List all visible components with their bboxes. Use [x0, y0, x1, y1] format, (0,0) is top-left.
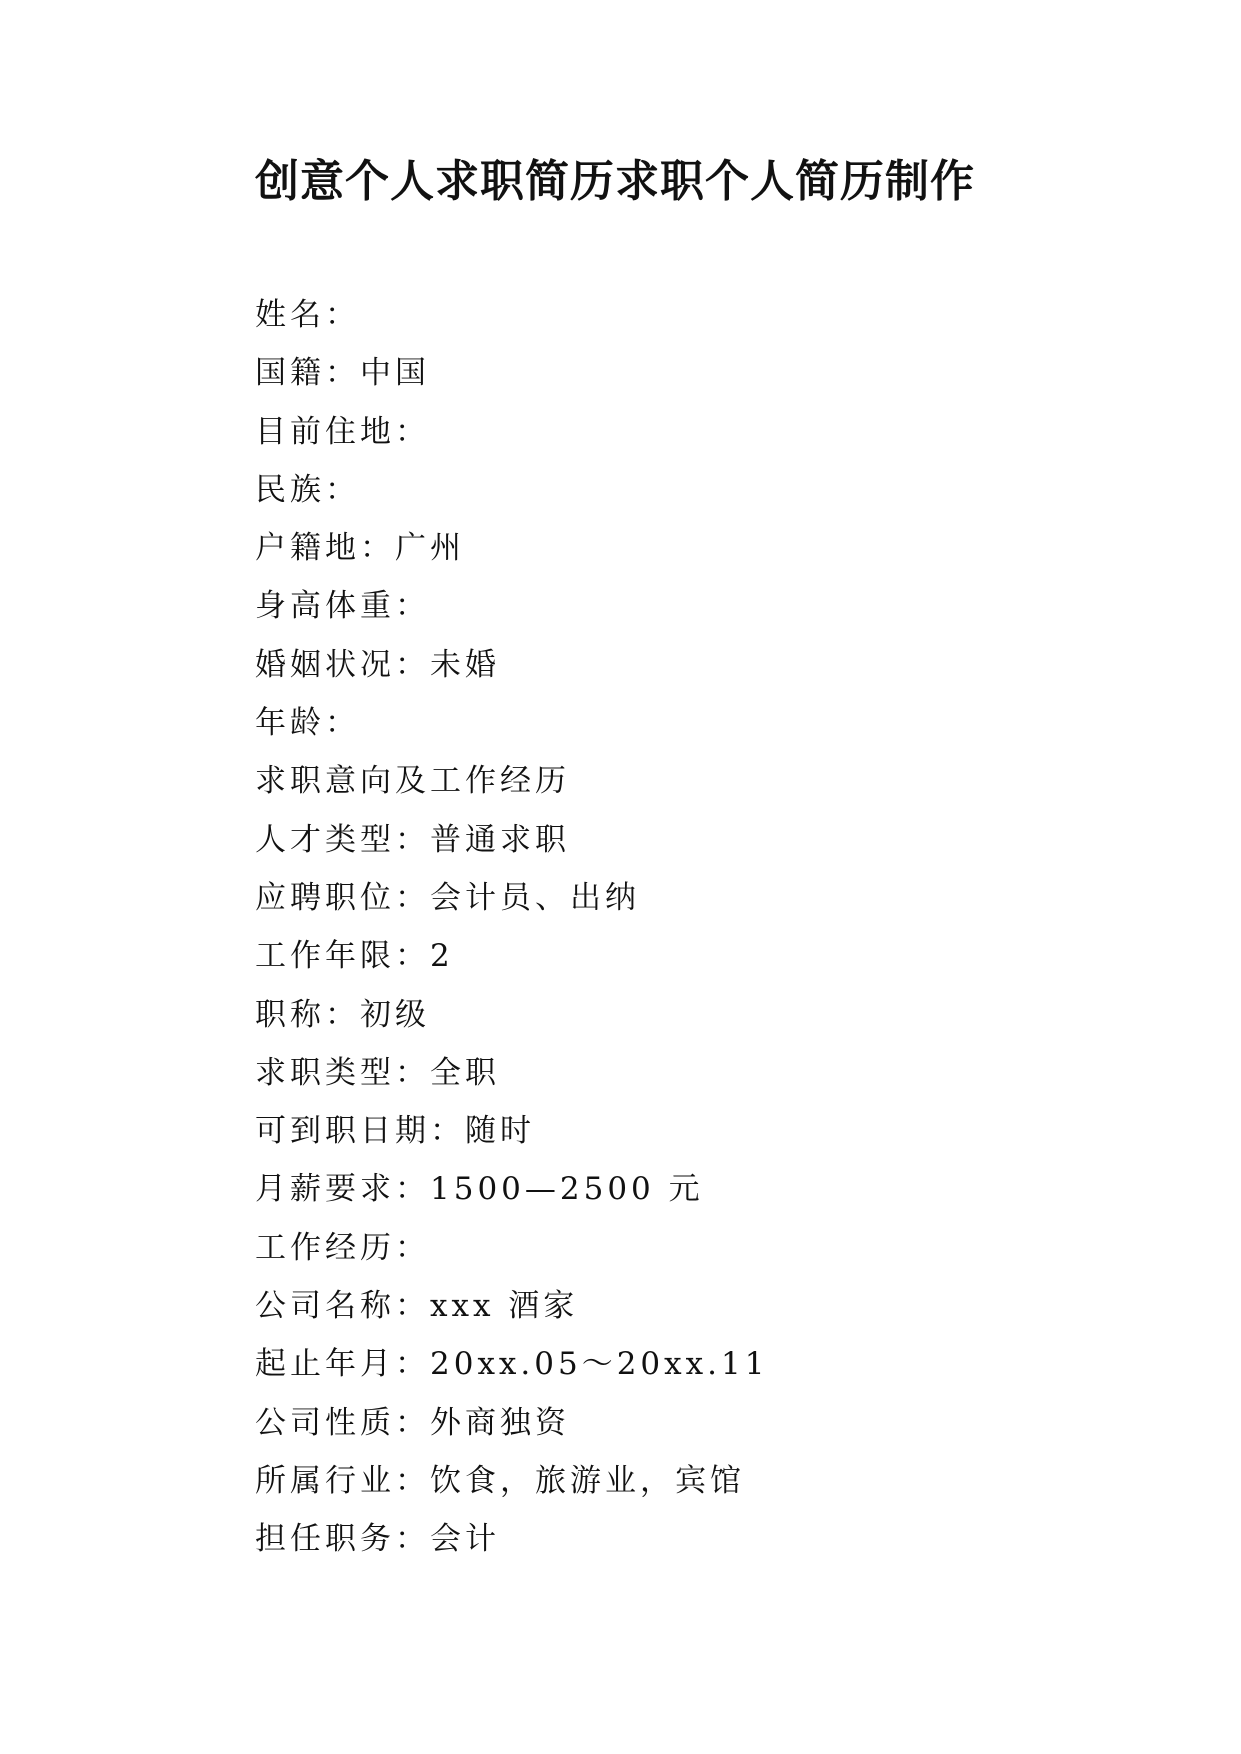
field-nationality: 国籍：中国 — [255, 355, 430, 392]
field-household-registration: 户籍地：广州 — [255, 530, 465, 567]
field-company-type: 公司性质：外商独资 — [255, 1404, 570, 1441]
field-position-held: 担任职务：会计 — [255, 1521, 500, 1558]
field-industry: 所属行业：饮食，旅游业，宾馆 — [255, 1462, 745, 1499]
field-available-date: 可到职日期：随时 — [255, 1113, 535, 1150]
field-current-residence: 目前住地： — [255, 413, 430, 450]
field-ethnicity: 民族： — [255, 471, 360, 508]
field-job-type: 求职类型：全职 — [255, 1054, 500, 1091]
section-heading-job-intention: 求职意向及工作经历 — [255, 763, 570, 800]
field-years-of-work: 工作年限：2 — [255, 938, 454, 975]
field-professional-title: 职称：初级 — [255, 996, 430, 1033]
section-heading-work-experience: 工作经历： — [255, 1229, 430, 1266]
document-title: 创意个人求职简历求职个人简历制作 — [255, 156, 975, 207]
resume-field-list — [255, 286, 768, 1569]
field-marital-status: 婚姻状况：未婚 — [255, 646, 500, 683]
field-company-name: 公司名称：xxx 酒家 — [255, 1288, 579, 1325]
field-employment-period: 起止年月：20xx.05～20xx.11 — [255, 1346, 769, 1383]
field-height-weight: 身高体重： — [255, 588, 430, 625]
field-applied-position: 应聘职位：会计员、出纳 — [255, 879, 640, 916]
field-talent-type: 人才类型：普通求职 — [255, 821, 570, 858]
field-age: 年龄： — [255, 705, 360, 742]
field-name: 姓名： — [255, 297, 360, 333]
field-salary-expectation: 月薪要求：1500—2500 元 — [255, 1171, 704, 1208]
